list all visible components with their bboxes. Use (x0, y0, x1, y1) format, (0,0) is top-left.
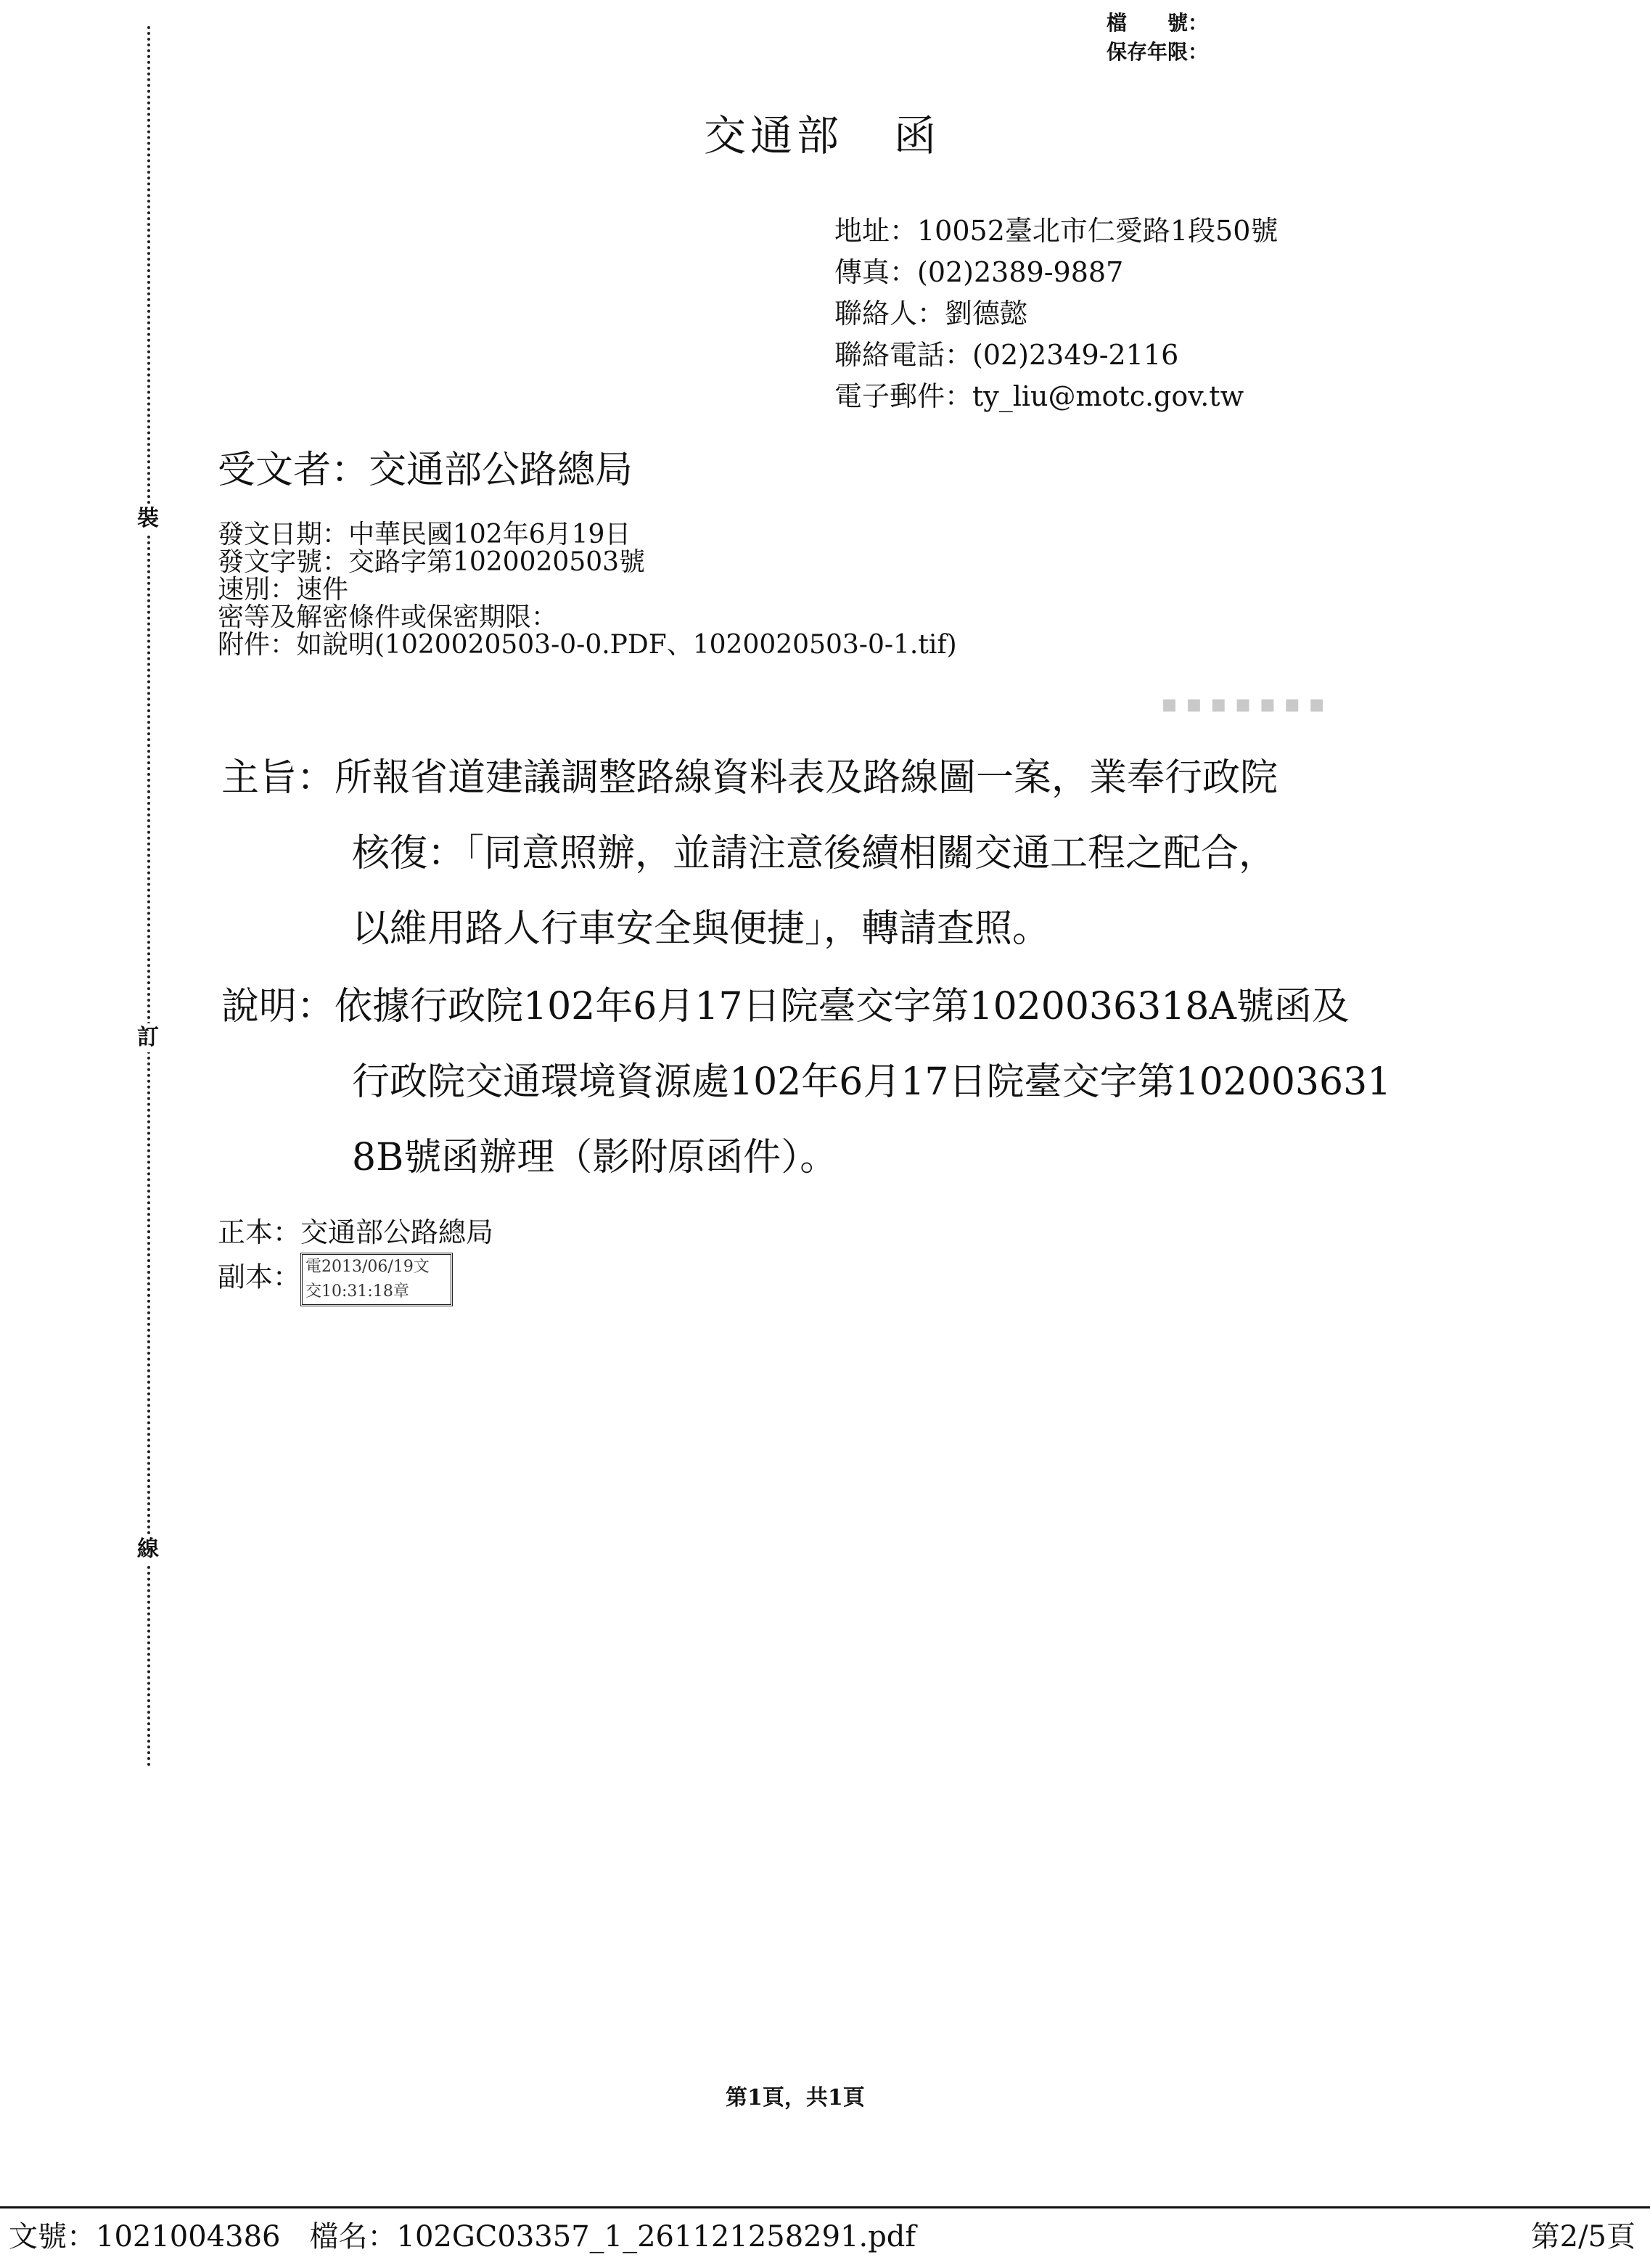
file-info (1107, 9, 1208, 67)
footer-file-name: 檔名：102GC03357_1_261121258291.pdf (309, 2220, 916, 2253)
copies-block (218, 1212, 493, 1306)
cc-label: 副本： (218, 1261, 301, 1293)
document-type: 函 (894, 111, 941, 160)
binding-mark-zhuang: 裝 (134, 504, 163, 533)
binding-line (147, 26, 150, 1768)
footer-left (9, 2214, 916, 2255)
subject-line-1: 主旨：所報省道建議調整路線資料表及路線圖一案，業奉行政院 (221, 756, 1278, 800)
explanation-line-2: 行政院交通環境資源處102年6月17日院臺交字第102003631 (352, 1060, 1392, 1104)
footer-doc-number: 文號：1021004386 (9, 2220, 281, 2253)
binding-mark-xian: 線 (134, 1535, 163, 1564)
stamp-line-2: 交10:31:18章 (305, 1282, 409, 1301)
document-title (704, 102, 940, 163)
explanation-block (221, 969, 1391, 1195)
document-number: 發文字號：交路字第1020020503號 (218, 547, 646, 577)
contact-block (834, 210, 1278, 417)
page-info: 第1頁，共1頁 (726, 2085, 865, 2111)
date-stamp (300, 1253, 453, 1306)
attachment: 附件：如說明(1020020503-0-0.PDF、1020020503-0-1.tif) (218, 630, 957, 660)
address: 地址：10052臺北市仁愛路1段50號 (834, 215, 1278, 247)
footer-divider (0, 2206, 1650, 2208)
main-copy: 正本：交通部公路總局 (218, 1216, 494, 1248)
subject-block (221, 740, 1278, 967)
recipient: 受文者：交通部公路總局 (218, 449, 633, 492)
phone: 聯絡電話：(02)2349-2116 (834, 339, 1179, 371)
agency-name: 交通部 (704, 111, 844, 160)
show-through-text: ▪ ▪ ▪ ▪ ▪ ▪ ▪ (1161, 689, 1326, 719)
file-number-label: 檔 號： (1107, 11, 1209, 35)
contact-person: 聯絡人：劉德懿 (834, 298, 1028, 329)
subject-line-3: 以維用路人行車安全與便捷」，轉請查照。 (352, 907, 1051, 951)
meta-block (218, 521, 957, 659)
delivery-speed: 速別：速件 (218, 575, 349, 605)
fax: 傳真：(02)2389-9887 (834, 256, 1124, 288)
binding-mark-ding: 訂 (134, 1023, 163, 1052)
footer-page: 第2/5頁 (1530, 2220, 1635, 2253)
retention-label: 保存年限： (1107, 40, 1209, 64)
issue-date: 發文日期：中華民國102年6月19日 (218, 520, 631, 549)
subject-line-2: 核復：「同意照辦，並請注意後續相關交通工程之配合， (352, 832, 1277, 875)
explanation-line-1: 說明：依據行政院102年6月17日院臺交字第1020036318A號函及 (221, 985, 1350, 1028)
secrecy-level: 密等及解密條件或保密期限： (218, 602, 558, 632)
email: 電子郵件：ty_liu@motc.gov.tw (834, 380, 1244, 412)
explanation-line-3: 8B號函辦理（影附原函件）。 (352, 1136, 838, 1179)
stamp-line-1: 電2013/06/19文 (305, 1258, 430, 1276)
